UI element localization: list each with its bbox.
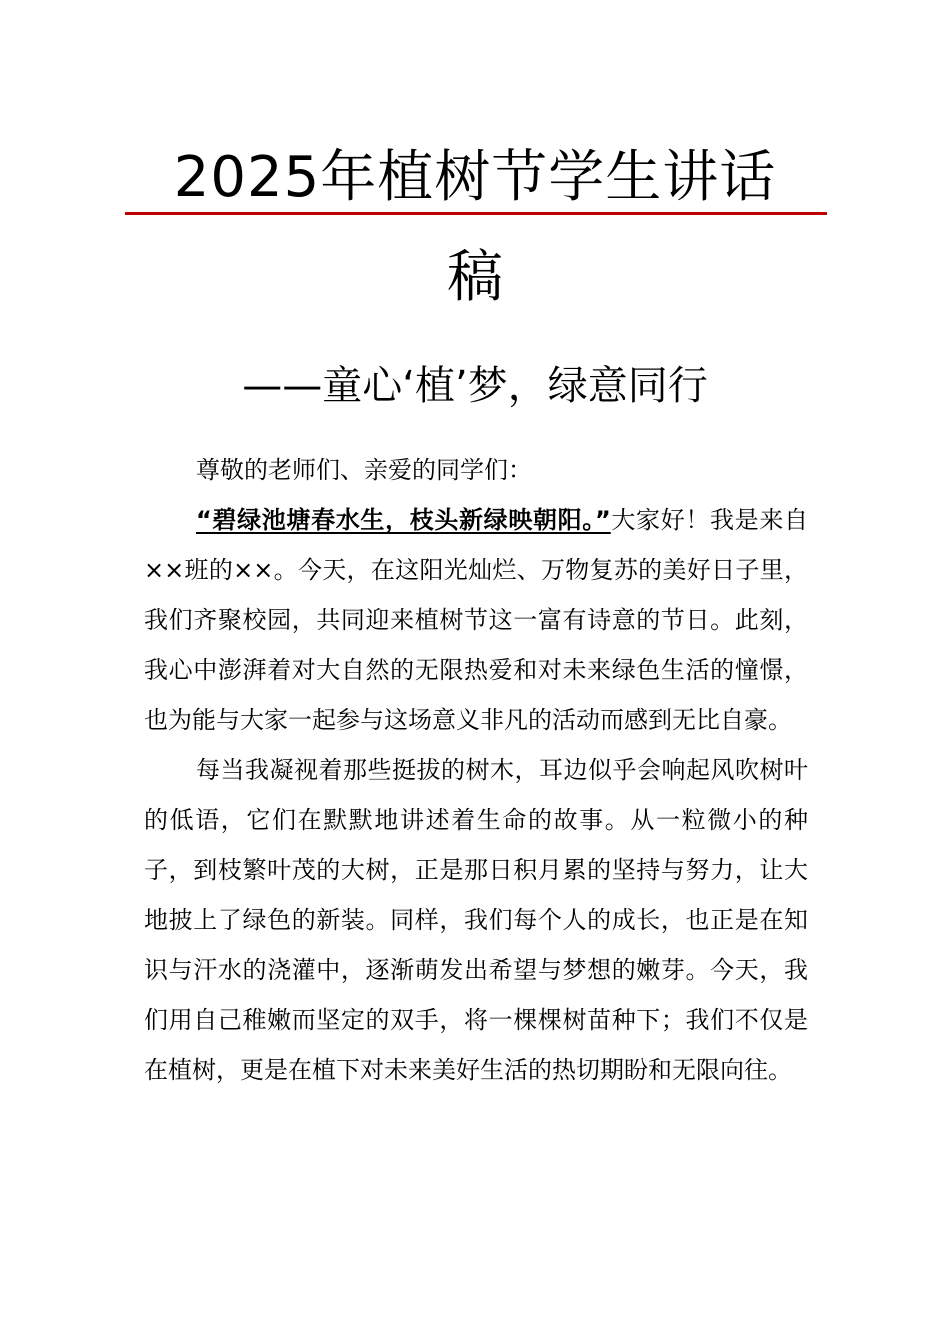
- page-subtitle: ——童心‘植’梦，绿意同行: [242, 363, 708, 409]
- greeting-paragraph: 尊敬的老师们、亲爱的同学们：: [196, 456, 532, 484]
- paragraph-2: 每当我凝视着那些挺拔的树木，耳边似乎会响起风吹树叶的低语，它们在默默地讲述着生命的故事。从一粒微小的种子，到枝繁叶茂的大树，正是那日积月累的坚持与努力，让大地披上了绿色的新装。同样，我们每个人的成长，也正是在知识与汗水的浇灌中，逐渐萌发出希望与梦想的嫩芽。今天，我们用自己稚嫩而坚定的双手，将一棵棵树苗种下；我们不仅是在植树，更是在植下对未来美好生活的热切期盼和无限向往。: [144, 756, 808, 1084]
- page-title: 2025年植树节学生讲话: [173, 145, 777, 210]
- title-underline-rule: [125, 212, 827, 215]
- page-title-continuation: 稿: [447, 245, 503, 310]
- paragraph-1-text: 大家好！我是来自××班的××。今天，在这阳光灿烂、万物复苏的美好日子里，我们齐聚校园，共同迎来植树节这一富有诗意的节日。此刻，我心中澎湃着对大自然的无限热爱和对未来绿色生活的憧憬，也为能与大家一起参与这场意义非凡的活动而感到无比自豪。: [144, 506, 808, 734]
- paragraph-1: [144, 495, 808, 745]
- opening-quote: “碧绿池塘春水生，枝头新绿映朝阳。”: [196, 506, 611, 534]
- speech-body: [144, 445, 808, 1095]
